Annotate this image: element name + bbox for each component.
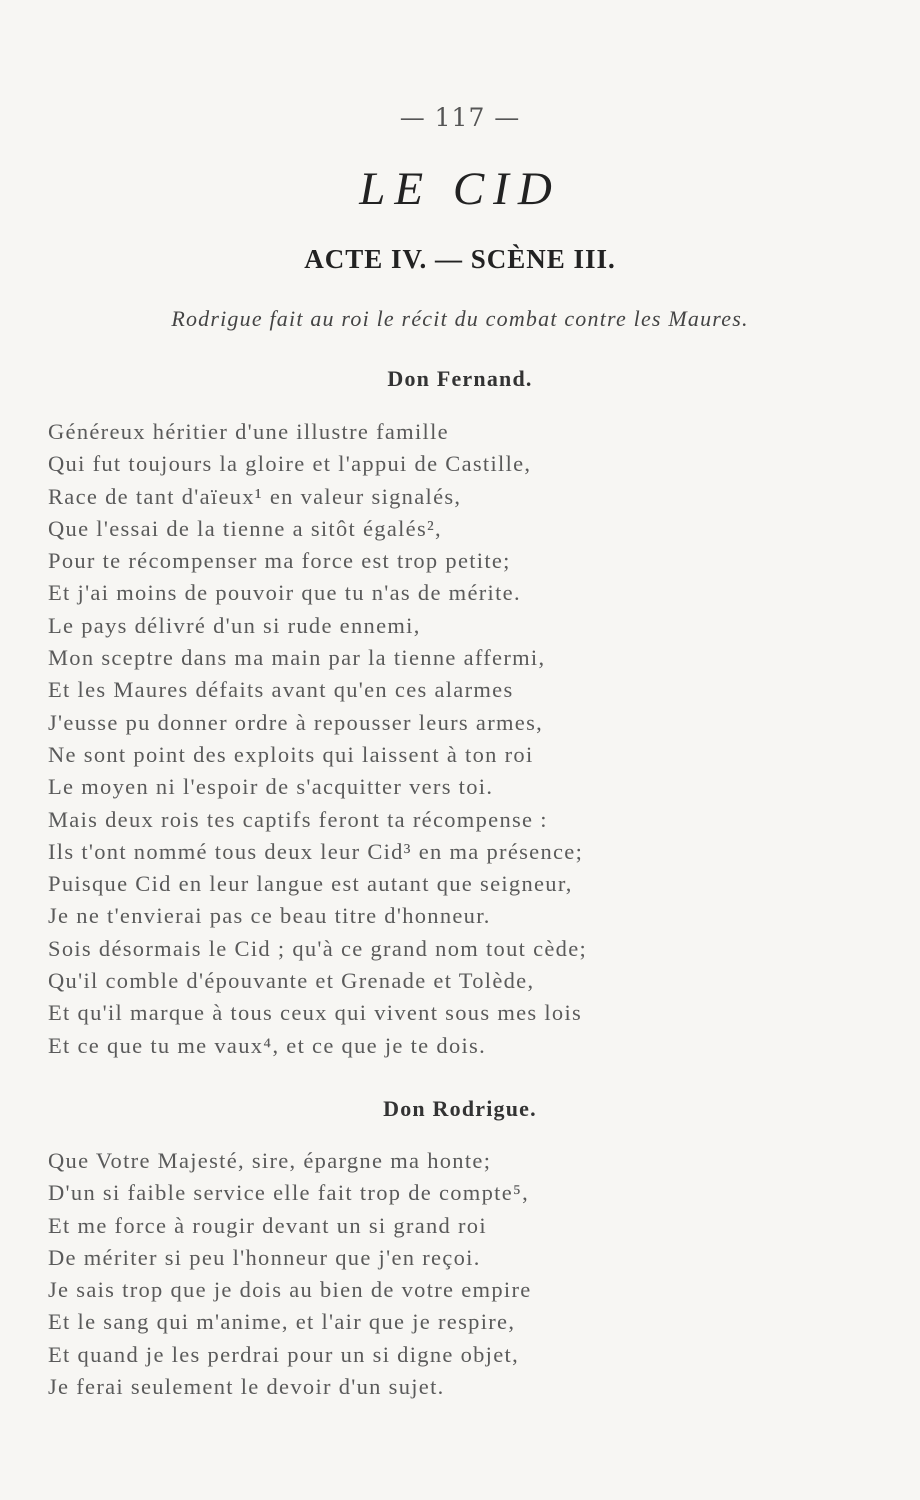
verse-line: Je ne t'envierai pas ce beau titre d'honneur.	[48, 903, 491, 929]
don-fernand-verse	[48, 416, 868, 1062]
verse-line: Race de tant d'aïeux¹ en valeur signalés,	[48, 483, 462, 509]
speaker-don-fernand: Don Fernand.	[387, 366, 533, 391]
verse-line: Qu'il comble d'épouvante et Grenade et Tolède,	[48, 968, 535, 994]
verse-line: Ne sont point des exploits qui laissent à ton roi	[48, 741, 534, 767]
verse-line: Le pays délivré d'un si rude ennemi,	[48, 612, 421, 638]
verse-line: Le moyen ni l'espoir de s'acquitter vers toi.	[48, 774, 494, 800]
scene-description: Rodrigue fait au roi le récit du combat contre les Maures.	[171, 306, 749, 331]
page-number: — 117 —	[399, 103, 521, 132]
verse-line: Et les Maures défaits avant qu'en ces alarmes	[48, 677, 514, 703]
verse-line: Je ferai seulement le devoir d'un sujet.	[48, 1374, 445, 1400]
verse-line: Et le sang qui m'anime, et l'air que je respire,	[48, 1309, 516, 1335]
verse-line: Qui fut toujours la gloire et l'appui de Castille,	[48, 451, 532, 477]
verse-line: D'un si faible service elle fait trop de compte⁵,	[48, 1180, 530, 1206]
verse-line: Mon sceptre dans ma main par la tienne affermi,	[48, 645, 546, 671]
verse-line: De mériter si peu l'honneur que j'en reçoi.	[48, 1244, 481, 1270]
speaker-don-rodrigue: Don Rodrigue.	[383, 1096, 537, 1121]
verse-line: Et j'ai moins de pouvoir que tu n'as de mérite.	[48, 580, 521, 606]
verse-line: Je sais trop que je dois au bien de votre empire	[48, 1277, 532, 1303]
verse-line: J'eusse pu donner ordre à repousser leurs armes,	[48, 709, 544, 735]
verse-line: Généreux héritier d'une illustre famille	[48, 419, 449, 444]
verse-line: Puisque Cid en leur langue est autant que seigneur,	[48, 871, 573, 897]
verse-line: Et me force à rougir devant un si grand roi	[48, 1212, 487, 1238]
verse-line: Ils t'ont nommé tous deux leur Cid³ en ma présence;	[48, 838, 584, 864]
verse-line: Que Votre Majesté, sire, épargne ma honte;	[48, 1148, 492, 1173]
verse-line: Et qu'il marque à tous ceux qui vivent sous mes lois	[48, 1000, 583, 1026]
play-title: LE CID	[359, 163, 561, 215]
verse-line: Et quand je les perdrai pour un si digne objet,	[48, 1341, 519, 1367]
verse-line: Pour te récompenser ma force est trop petite;	[48, 548, 511, 574]
act-scene-heading: ACTE IV. — SCÈNE III.	[304, 244, 616, 274]
verse-line: Mais deux rois tes captifs feront ta récompense :	[48, 806, 548, 832]
verse-line: Que l'essai de la tienne a sitôt égalés²,	[48, 515, 442, 541]
verse-line: Et ce que tu me vaux⁴, et ce que je te dois.	[48, 1032, 487, 1058]
don-rodrigue-verse	[48, 1145, 868, 1403]
verse-line: Sois désormais le Cid ; qu'à ce grand nom tout cède;	[48, 935, 588, 961]
